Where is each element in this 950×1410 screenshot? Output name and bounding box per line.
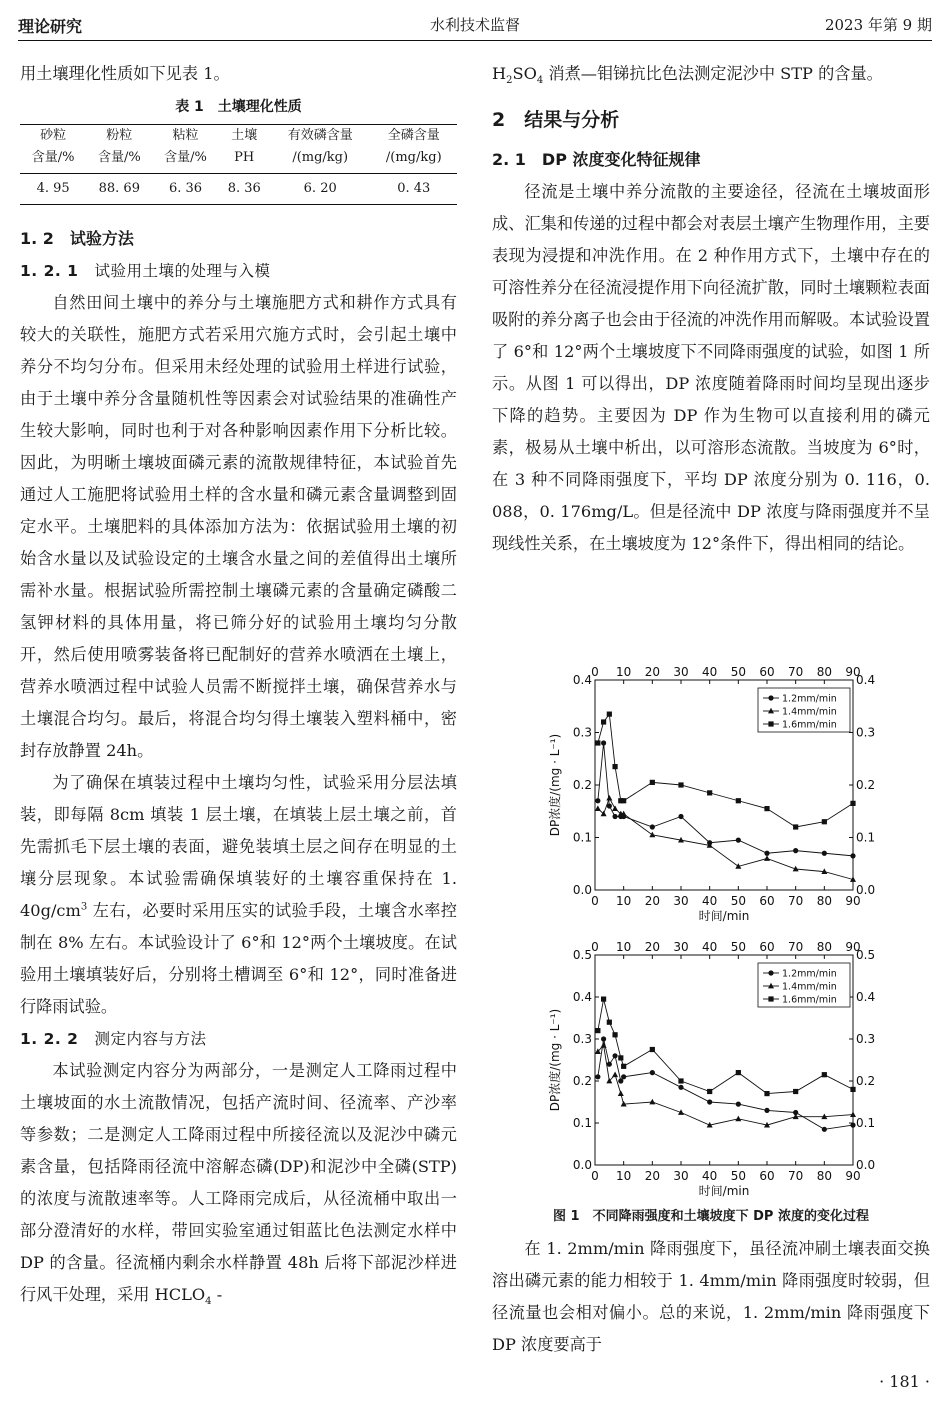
data-point	[607, 1062, 612, 1067]
legend-marker	[768, 970, 773, 975]
x-tick-label-top: 10	[616, 665, 632, 679]
series-line	[598, 1039, 853, 1129]
heading-2: 2 结果与分析	[492, 109, 620, 131]
x-axis-label: 时间/min	[698, 909, 750, 923]
y-tick-label-right: 0.5	[856, 948, 876, 962]
legend-label: 1.2mm/min	[782, 968, 837, 980]
x-tick-label: 40	[702, 1169, 718, 1183]
text-run: SO	[512, 64, 537, 83]
body-paragraph: 在 1. 2mm/min 降雨强度下，虽径流冲刷土壤表面交换溶出磷元素的能力相较于 1. 4mm/min 降雨强度时较弱，但径流量也会相对偏小。总的来说，1. 2mm/min 降雨强度下 DP 浓度要高于	[492, 1239, 930, 1354]
x-tick-label: 70	[788, 1169, 804, 1183]
legend-label: 1.4mm/min	[782, 981, 837, 993]
x-tick-label-top: 0	[591, 940, 599, 954]
y-tick-label-right: 0.1	[856, 1116, 876, 1130]
y-axis-label: DP浓度/(mg · L⁻¹)	[548, 1008, 562, 1112]
data-point	[650, 1070, 655, 1075]
x-tick-label-top: 40	[702, 665, 718, 679]
data-point	[649, 1099, 655, 1105]
data-point	[707, 1089, 712, 1094]
data-point	[678, 782, 683, 787]
y-tick-label-right: 0.2	[856, 1074, 876, 1088]
x-tick-label: 60	[759, 1169, 775, 1183]
x-tick-label: 50	[730, 1169, 746, 1183]
data-point	[612, 805, 618, 811]
intro-paragraph: 用土壤理化性质如下见表 1。	[20, 64, 230, 83]
body-paragraph	[20, 1055, 457, 1311]
y-tick-label-right: 0.2	[856, 778, 876, 792]
x-tick-label-top: 50	[730, 940, 746, 954]
x-tick-label-top: 60	[759, 665, 775, 679]
text-run: -	[211, 1285, 223, 1304]
data-point	[764, 855, 770, 861]
data-point	[735, 1116, 741, 1122]
x-tick-label: 90	[845, 1169, 861, 1183]
data-point	[822, 819, 827, 824]
y-tick-label-right: 0.4	[856, 673, 876, 687]
x-tick-label: 20	[644, 1169, 660, 1183]
text-run: 消煮—钼锑抗比色法测定泥沙中 STP 的含量。	[543, 64, 883, 83]
data-point	[678, 1085, 683, 1090]
x-tick-label-top: 10	[616, 940, 632, 954]
table-header: 土壤	[219, 125, 270, 148]
data-point	[601, 997, 606, 1002]
subscript: 2	[506, 75, 513, 87]
data-point	[822, 1072, 827, 1077]
table-header: 有效磷含量	[270, 125, 371, 148]
dp-chart-12deg	[540, 935, 880, 1203]
table-header: 粉粒	[86, 125, 152, 148]
heading-1-2-1	[20, 255, 457, 287]
y-tick-label: 0.4	[572, 673, 592, 687]
y-tick-label-right: 0.3	[856, 1032, 876, 1046]
data-point	[736, 1070, 741, 1075]
x-tick-label: 80	[816, 894, 832, 908]
data-point	[822, 1127, 827, 1132]
table-header: PH	[219, 147, 270, 174]
series-line	[598, 743, 853, 856]
x-tick-label: 10	[616, 894, 632, 908]
y-tick-label-right: 0.0	[856, 1158, 876, 1172]
data-point	[618, 1090, 624, 1096]
series-line	[598, 1045, 853, 1125]
legend-marker	[768, 721, 773, 726]
data-point	[707, 1099, 712, 1104]
data-point	[850, 853, 855, 858]
table-caption: 表 1 土壤理化性质	[175, 99, 302, 115]
data-point	[612, 814, 617, 819]
data-point	[764, 1091, 769, 1096]
data-point	[612, 1032, 617, 1037]
table-header: 砂粒	[20, 125, 86, 148]
data-point	[612, 764, 617, 769]
right-column-bottom	[492, 1233, 930, 1361]
heading-text: 试验用土壤的处理与入模	[94, 262, 271, 280]
x-tick-label: 0	[591, 1169, 599, 1183]
y-tick-label-right: 0.1	[856, 830, 876, 845]
table-header: 含量/%	[20, 147, 86, 174]
y-tick-label: 0.3	[572, 1032, 592, 1046]
data-point	[822, 851, 827, 856]
data-point	[850, 801, 855, 806]
data-point	[612, 1053, 617, 1058]
issue-label: 2023 年第 9 期	[824, 16, 932, 34]
x-axis-label: 时间/min	[698, 1184, 750, 1198]
left-column	[20, 58, 457, 1311]
data-point	[678, 814, 683, 819]
x-tick-label-top: 90	[845, 665, 861, 679]
data-point	[793, 848, 798, 853]
x-tick-label: 90	[845, 894, 861, 908]
x-tick-label: 40	[702, 894, 718, 908]
data-point	[764, 851, 769, 856]
y-axis-label: DP浓度/(mg · L⁻¹)	[548, 733, 562, 837]
heading-number: 1. 2. 1	[20, 262, 79, 280]
data-point	[595, 805, 601, 811]
body-paragraph: 径流是土壤中养分流散的主要途径，径流在土壤坡面形成、汇集和传递的过程中都会对表层土壤产生物理作用，主要表现为浸提和冲洗作用。在 2 种作用方式下，土壤中存在的可溶性养分在径流浸提作用下向径流扩散，同时土壤颗粒表面吸附的养分离子也会由于径流的冲洗作用而解吸。本试验设置了 6°和 12°两个土壤坡度下不同降雨强度的试验，如图 1 所示。从图 1 可以得出，DP 浓度随着降雨时间均呈现出逐步下降的趋势。主要因为 DP 作为生物可以直接利用的磷元素，极易从土壤中析出，以可溶形态流散。当坡度为 6°时，在 3 种不同降雨强度下，平均 DP 浓度分别为 0. 116，0. 088，0. 176mg/L。但是径流中 DP 浓度与降雨强度并不呈现线性关系，在土壤坡度为 12°条件下，得出相同的结论。	[492, 182, 930, 553]
data-point	[736, 838, 741, 843]
legend-label: 1.6mm/min	[782, 994, 837, 1006]
x-tick-label-top: 90	[845, 940, 861, 954]
x-tick-label: 80	[816, 1169, 832, 1183]
y-tick-label-right: 0.3	[856, 725, 876, 740]
data-point	[678, 1078, 683, 1083]
figure-caption: 图 1 不同降雨强度和土壤坡度下 DP 浓度的变化过程	[553, 1209, 869, 1224]
x-tick-label: 60	[759, 894, 775, 908]
data-point	[707, 790, 712, 795]
table-header: 全磷含量	[371, 125, 457, 148]
soil-properties-table	[20, 124, 457, 205]
data-point	[618, 1055, 623, 1060]
y-tick-label: 0.5	[572, 948, 592, 962]
data-point	[595, 1074, 600, 1079]
series-line	[598, 798, 853, 879]
x-tick-label-top: 30	[673, 940, 689, 954]
data-point	[736, 798, 741, 803]
data-point	[607, 1020, 612, 1025]
x-tick-label-top: 70	[788, 665, 804, 679]
data-point	[793, 1089, 798, 1094]
data-point	[601, 719, 606, 724]
data-point	[595, 740, 600, 745]
x-tick-label: 30	[673, 1169, 689, 1183]
legend-label: 1.2mm/min	[782, 693, 837, 705]
data-point	[601, 740, 606, 745]
data-point	[649, 832, 655, 838]
y-tick-label: 0.0	[572, 1158, 592, 1172]
data-point	[595, 798, 600, 803]
data-point	[650, 824, 655, 829]
y-tick-label-right: 0.0	[856, 883, 876, 897]
data-point	[595, 1028, 600, 1033]
journal-name: 水利技术监督	[429, 16, 520, 34]
y-tick-label: 0.0	[572, 883, 592, 897]
heading-1-2-2	[20, 1023, 457, 1055]
legend-label: 1.4mm/min	[782, 706, 837, 718]
body-paragraph	[20, 767, 457, 1023]
x-tick-label: 20	[644, 894, 660, 908]
table-cell: 6. 36	[152, 174, 218, 205]
data-point	[736, 1102, 741, 1107]
x-tick-label-top: 20	[644, 665, 660, 679]
data-point	[650, 780, 655, 785]
y-tick-label: 0.1	[572, 830, 592, 845]
page-header	[18, 14, 932, 40]
body-paragraph: 自然田间土壤中的养分与土壤施肥方式和耕作方式具有较大的关联性，施肥方式若采用穴施方式时，会引起土壤中养分不均匀分布。但采用未经处理的试验用土样进行试验，由于土壤中养分含量随机性等因素会对试验结果的准确性产生较大影响，同时也利于对各种影响因素作用下分析比较。因此，为明晰土壤坡面磷元素的流散规律特征，本试验首先通过人工施肥将试验用土样的含水量和磷元素含量调整到固定水平。土壤肥料的具体添加方法为：依据试验用土壤的初始含水量以及试验设定的土壤含水量之间的差值得出土壤所需补水量。根据试验所需控制土壤磷元素的含量确定磷酸二氢钾材料的具体用量，将已筛分好的试验用土壤均匀分散开，然后使用喷雾装备将已配制好的营养水喷洒在土壤上，营养水喷洒过程中试验人员需不断搅拌土壤，确保营养水与土壤混合均匀。最后，将混合均匀得土壤装入塑料桶中，密封存放静置 24h。	[20, 293, 457, 760]
data-point	[606, 795, 612, 801]
section-label: 理论研究	[18, 17, 83, 36]
data-point	[850, 1087, 855, 1092]
data-point	[764, 806, 769, 811]
table-header: 含量/%	[152, 147, 218, 174]
data-point	[618, 1078, 623, 1083]
table-header: /(mg/kg)	[270, 147, 371, 174]
text-run: H	[492, 64, 507, 83]
x-tick-label-top: 20	[644, 940, 660, 954]
x-tick-label-top: 0	[591, 665, 599, 679]
legend-label: 1.6mm/min	[782, 719, 837, 731]
y-tick-label: 0.3	[572, 725, 592, 740]
heading-number: 1. 2. 2	[20, 1030, 79, 1048]
table-header: 含量/%	[86, 147, 152, 174]
table-header: 粘粒	[152, 125, 218, 148]
text-run: 为了确保在填装过程中土壤均匀性，试验采用分层法填装，即每隔 8cm 填装 1 层土壤，在填装上层土壤之前，首先需抓毛下层土壤的表面，避免装填土层之间存在明显的土壤分层现象。本试验需确保填装好的土壤容重保持在 1. 40g/cm	[20, 773, 457, 920]
x-tick-label-top: 60	[759, 940, 775, 954]
series-line	[598, 999, 853, 1094]
data-point	[601, 1036, 606, 1041]
superscript: 3	[80, 901, 88, 913]
subscript: 4	[536, 75, 544, 87]
x-tick-label: 0	[591, 894, 599, 908]
table-header: /(mg/kg)	[371, 147, 457, 174]
data-point	[607, 712, 612, 717]
table-cell: 6. 20	[270, 174, 371, 205]
x-tick-label-top: 80	[816, 665, 832, 679]
y-tick-label: 0.2	[572, 1074, 592, 1088]
y-tick-label: 0.1	[572, 1116, 592, 1130]
data-point	[850, 1123, 855, 1128]
x-tick-label: 50	[730, 894, 746, 908]
data-point	[612, 1072, 618, 1078]
x-tick-label: 30	[673, 894, 689, 908]
table-cell: 8. 36	[219, 174, 270, 205]
x-tick-label-top: 40	[702, 940, 718, 954]
heading-2-1: 2. 1 DP 浓度变化特征规律	[492, 150, 701, 169]
x-tick-label-top: 80	[816, 940, 832, 954]
right-column	[492, 58, 930, 560]
y-tick-label: 0.2	[572, 778, 592, 792]
text-run: 本试验测定内容分为两部分，一是测定人工降雨过程中土壤坡面的水土流散情况，包括产流时间、径流率、产沙率等参数；二是测定人工降雨过程中所接径流以及泥沙中磷元素含量，包括降雨径流中溶解态磷(DP)和泥沙中全磷(STP)的浓度与流散速率等。人工降雨完成后，从径流桶中取出一部分澄清好的水样，带回实验室通过钼蓝比色法测定水样中 DP 的含量。径流桶内剩余水样静置 48h 后将下部泥沙样进行风干处理，采用 HCLO	[20, 1061, 457, 1304]
y-tick-label: 0.4	[572, 990, 592, 1004]
x-tick-label: 10	[616, 1169, 632, 1183]
table-cell: 0. 43	[371, 174, 457, 205]
page-number: · 181 ·	[879, 1372, 930, 1391]
dp-chart-6deg	[540, 660, 880, 935]
data-point	[850, 1111, 856, 1117]
data-point	[621, 1074, 626, 1079]
x-tick-label: 70	[788, 894, 804, 908]
data-point	[621, 1064, 626, 1069]
data-point	[621, 798, 626, 803]
heading-1-2: 1. 2 试验方法	[20, 229, 134, 248]
header-rule	[18, 40, 932, 41]
data-point	[650, 1047, 655, 1052]
legend-marker	[768, 695, 773, 700]
subscript: 4	[205, 1296, 212, 1308]
body-paragraph	[492, 58, 930, 90]
text-run: 左右，必要时采用压实的试验手段，土壤含水率控制在 8% 左右。本试验设计了 6°和 12°两个土壤坡度。在试验用土壤填装好后，分别将土槽调至 6°和 12°，同时准备进行降雨试验。	[20, 901, 457, 1016]
heading-text: 测定内容与方法	[94, 1030, 207, 1048]
x-tick-label-top: 30	[673, 665, 689, 679]
table-cell: 88. 69	[86, 174, 152, 205]
data-point	[764, 1108, 769, 1113]
x-tick-label-top: 50	[730, 665, 746, 679]
legend-marker	[768, 996, 773, 1001]
table-cell: 4. 95	[20, 174, 86, 205]
y-tick-label-right: 0.4	[856, 990, 876, 1004]
data-point	[793, 824, 798, 829]
x-tick-label-top: 70	[788, 940, 804, 954]
data-point	[601, 1042, 607, 1048]
table-row	[20, 174, 457, 205]
